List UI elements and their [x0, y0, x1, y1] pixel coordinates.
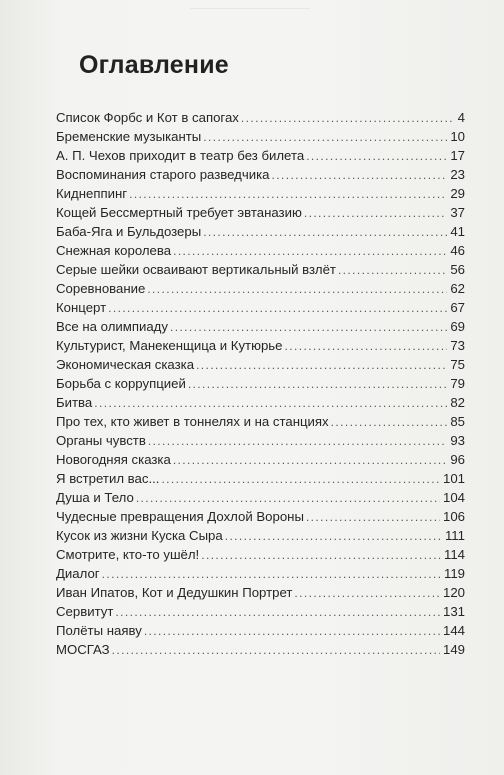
toc-entry [56, 336, 465, 355]
toc-entry [56, 374, 465, 393]
toc-entry-page-number: 69 [450, 319, 465, 334]
toc-entry [56, 184, 465, 203]
toc-entry-title: Концерт [56, 300, 107, 315]
toc-entry-page-number: 96 [450, 452, 465, 467]
toc-leader-dots [331, 413, 448, 432]
toc-entry-title: Органы чувств [56, 433, 146, 448]
toc-entry-title: Новогодняя сказка [56, 452, 171, 467]
toc-leader-dots [161, 470, 440, 489]
toc-leader-dots [338, 261, 447, 280]
toc-entry-title: Бременские музыканты [56, 129, 202, 144]
toc-leader-dots [148, 432, 447, 451]
toc-entry [56, 564, 465, 583]
toc-entry-page-number: 101 [442, 471, 465, 486]
toc-entry [56, 127, 465, 146]
toc-entry-title: Полёты наяву [56, 623, 142, 638]
toc-entry [56, 222, 465, 241]
toc-entry [56, 469, 465, 488]
toc-entry-page-number: 37 [450, 205, 465, 220]
toc-entry-page-number: 73 [450, 338, 465, 353]
toc-entry-page-number: 46 [450, 243, 465, 258]
toc-entry [56, 108, 465, 127]
toc-entry-title: Душа и Тело [56, 490, 134, 505]
toc-entry-title: Про тех, кто живет в тоннелях и на станциях [56, 414, 329, 429]
toc-entry-title: Серые шейки осваивают вертикальный взлёт [56, 262, 336, 277]
toc-entry-page-number: 120 [442, 585, 465, 600]
toc-entry [56, 355, 465, 374]
page-title: Оглавление [79, 51, 229, 79]
toc-entry [56, 640, 465, 659]
toc-entry-title: Экономическая сказка [56, 357, 195, 372]
toc-leader-dots [272, 166, 448, 185]
toc-entry-title: Кощей Бессмертный требует эвтаназию [56, 205, 302, 220]
toc-leader-dots [225, 527, 442, 546]
toc-entry-page-number: 23 [450, 167, 465, 182]
toc-leader-dots [129, 185, 447, 204]
toc-leader-dots [306, 147, 447, 166]
toc-entry-title: Соревнование [56, 281, 146, 296]
toc-leader-dots [294, 584, 440, 603]
toc-leader-dots [203, 223, 447, 242]
toc-leader-dots [108, 299, 447, 318]
toc-entry-page-number: 29 [450, 186, 465, 201]
toc-entry-page-number: 62 [450, 281, 465, 296]
toc-leader-dots [203, 128, 447, 147]
toc-entry [56, 260, 465, 279]
toc-entry-title: Воспоминания старого разведчика [56, 167, 270, 182]
table-of-contents [56, 108, 465, 659]
toc-leader-dots [115, 603, 440, 622]
toc-leader-dots [304, 204, 447, 223]
toc-entry-title: Кусок из жизни Куска Сыра [56, 528, 223, 543]
toc-entry-page-number: 104 [442, 490, 465, 505]
toc-entry [56, 241, 465, 260]
toc-leader-dots [136, 489, 440, 508]
toc-entry-page-number: 4 [457, 110, 465, 125]
toc-entry-title: Сервитут [56, 604, 114, 619]
toc-entry-title: Культурист, Манекенщица и Кутюрье [56, 338, 283, 353]
toc-leader-dots [102, 565, 441, 584]
toc-entry-page-number: 17 [450, 148, 465, 163]
toc-entry-title: Я встретил вас... [56, 471, 160, 486]
toc-entry-page-number: 56 [450, 262, 465, 277]
toc-entry-page-number: 93 [450, 433, 465, 448]
toc-entry [56, 602, 465, 621]
toc-entry-page-number: 114 [443, 547, 465, 562]
toc-entry [56, 279, 465, 298]
toc-entry [56, 583, 465, 602]
toc-entry-page-number: 79 [450, 376, 465, 391]
toc-entry [56, 298, 465, 317]
toc-entry [56, 507, 465, 526]
toc-entry-page-number: 144 [442, 623, 465, 638]
toc-entry-page-number: 75 [450, 357, 465, 372]
toc-leader-dots [170, 318, 447, 337]
toc-leader-dots [112, 641, 440, 660]
toc-entry [56, 165, 465, 184]
toc-leader-dots [201, 546, 441, 565]
toc-leader-dots [144, 622, 440, 641]
toc-leader-dots [285, 337, 448, 356]
toc-entry-title: Снежная королева [56, 243, 172, 258]
toc-entry-title: Смотрите, кто-то ушёл! [56, 547, 200, 562]
toc-entry-title: Баба-Яга и Бульдозеры [56, 224, 202, 239]
toc-leader-dots [241, 109, 455, 128]
toc-entry-page-number: 10 [450, 129, 465, 144]
toc-entry [56, 203, 465, 222]
toc-entry-title: А. П. Чехов приходит в театр без билета [56, 148, 305, 163]
toc-leader-dots [147, 280, 447, 299]
toc-entry-page-number: 119 [443, 566, 465, 581]
toc-entry-page-number: 85 [450, 414, 465, 429]
toc-entry [56, 393, 465, 412]
toc-entry-page-number: 67 [450, 300, 465, 315]
toc-entry [56, 146, 465, 165]
toc-entry [56, 545, 465, 564]
toc-entry-title: Киднеппинг [56, 186, 128, 201]
toc-leader-dots [188, 375, 448, 394]
toc-entry-title: Диалог [56, 566, 100, 581]
toc-entry-page-number: 41 [450, 224, 465, 239]
toc-entry [56, 317, 465, 336]
toc-entry [56, 431, 465, 450]
toc-entry-page-number: 149 [442, 642, 465, 657]
toc-leader-dots [173, 242, 447, 261]
toc-leader-dots [173, 451, 448, 470]
toc-leader-dots [94, 394, 447, 413]
toc-entry-page-number: 131 [442, 604, 465, 619]
toc-entry-title: МОСГАЗ [56, 642, 110, 657]
toc-entry [56, 621, 465, 640]
toc-entry-title: Иван Ипатов, Кот и Дедушкин Портрет [56, 585, 293, 600]
toc-entry [56, 412, 465, 431]
toc-leader-dots [196, 356, 447, 375]
toc-entry-page-number: 111 [444, 528, 465, 543]
toc-entry-title: Все на олимпиаду [56, 319, 168, 334]
toc-leader-dots [306, 508, 440, 527]
toc-entry-title: Чудесные превращения Дохлой Вороны [56, 509, 304, 524]
bleed-through-line [190, 8, 310, 19]
toc-entry [56, 526, 465, 545]
toc-entry-title: Битва [56, 395, 93, 410]
toc-entry-title: Борьба с коррупцией [56, 376, 186, 391]
toc-entry-title: Список Форбс и Кот в сапогах [56, 110, 239, 125]
toc-entry-page-number: 106 [442, 509, 465, 524]
toc-entry-page-number: 82 [450, 395, 465, 410]
toc-entry [56, 450, 465, 469]
toc-entry [56, 488, 465, 507]
